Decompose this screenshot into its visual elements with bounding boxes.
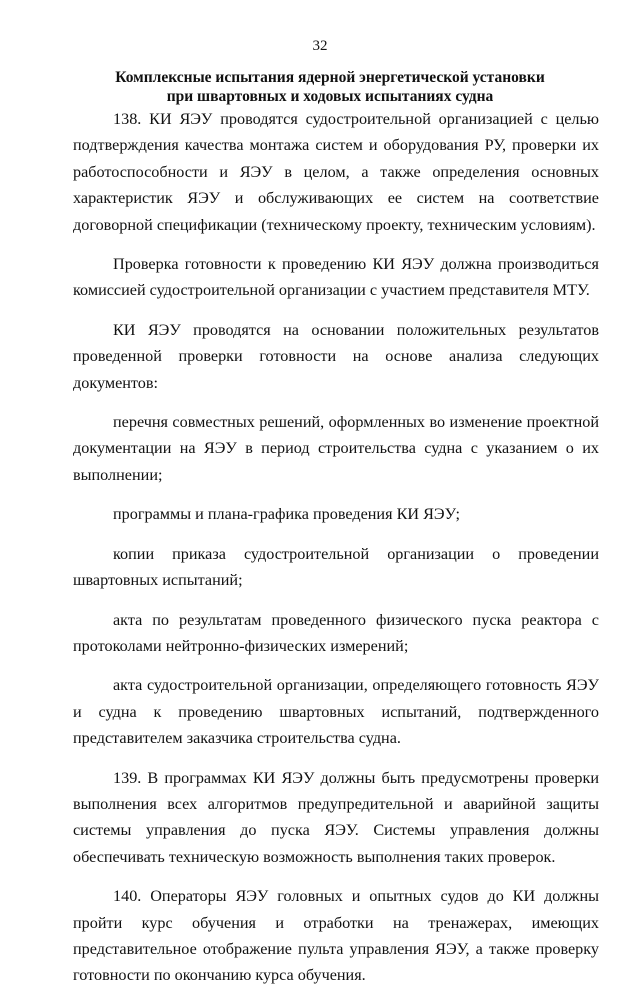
paragraph-readiness-check: Проверка готовности к проведению КИ ЯЭУ должна производиться комиссией судостроительной организации с участием представителя МТУ. (73, 255, 599, 300)
section-heading-line-2: при швартовных и ходовых испытаниях судна (166, 88, 494, 105)
list-item-program-schedule: программы и плана-графика проведения КИ ЯЭУ; (113, 505, 460, 524)
paragraph-basis: КИ ЯЭУ проводятся на основании положительных результатов проведенной проверки готовности на основе анализа следующих документов: (73, 320, 599, 392)
section-heading-line-1: Комплексные испытания ядерной энергетической установки (115, 69, 545, 86)
body-text (73, 106, 599, 989)
list-item-joint-decisions: перечня совместных решений, оформленных во изменение проектной документации на ЯЭУ в период строительства судна с указанием о их выполнении; (73, 413, 599, 484)
list-item-readiness-act: акта судостроительной организации, определяющего готовность ЯЭУ и судна к проведению швартовных испытаний, подтвержденного представителем заказчика строительства судна. (73, 676, 599, 748)
page-number: 32 (312, 38, 328, 54)
list-item-order-copy: копии приказа судостроительной организации о проведении швартовных испытаний; (73, 544, 599, 590)
paragraph-140: 140. Операторы ЯЭУ головных и опытных судов до КИ должны пройти курс обучения и отработки на тренажерах, имеющих представительное отображение пульта управления ЯЭУ, а также проверку готовности по окончанию курса обучения. (73, 887, 599, 985)
section-heading (70, 68, 590, 106)
list-item-physical-startup-act: акта по результатам проведенного физического пуска реактора с протоколами нейтронно-физических измерений; (73, 610, 599, 655)
paragraph-139: 139. В программах КИ ЯЭУ должны быть предусмотрены проверки выполнения всех алгоритмов предупредительной и аварийной защиты системы управления до пуска ЯЭУ. Системы управления должны обеспечивать техническую возможность выполнения таких проверок. (73, 768, 599, 866)
paragraph-138: 138. КИ ЯЭУ проводятся судостроительной организацией с целью подтверждения качества монтажа систем и оборудования РУ, проверки их работоспособности и ЯЭУ в целом, а также определения основных характеристик ЯЭУ и обслуживающих ее систем на соответствие договорной спецификации (техническому проекту, техническим условиям). (73, 110, 599, 234)
